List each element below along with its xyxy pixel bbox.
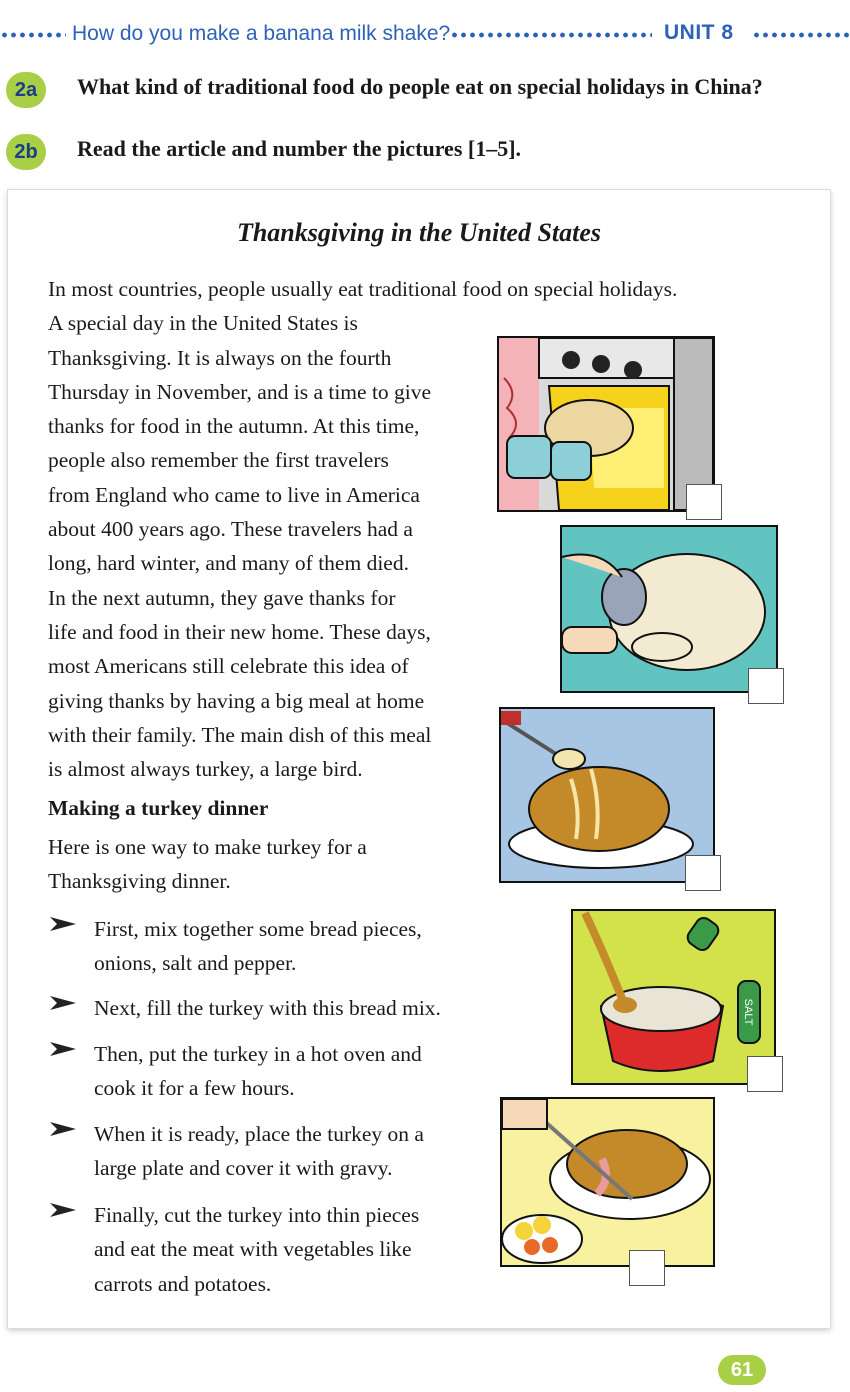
page-number: 61 bbox=[718, 1355, 766, 1385]
step-text bbox=[94, 1198, 419, 1301]
step-text bbox=[94, 1117, 424, 1186]
header-dots-right bbox=[752, 32, 850, 38]
task-badge: 2b bbox=[6, 134, 46, 170]
answer-box-picture-3[interactable] bbox=[685, 855, 721, 891]
article-line: thanks for food in the autumn. At this time, bbox=[48, 414, 420, 439]
article-line: In the next autumn, they gave thanks for bbox=[48, 585, 396, 610]
article-line: people also remember the first travelers bbox=[48, 448, 389, 473]
task-instruction: What kind of traditional food do people eat on special holidays in China? bbox=[77, 74, 763, 99]
article-line: most Americans still celebrate this idea of bbox=[48, 654, 409, 679]
step-line: large plate and cover it with gravy. bbox=[94, 1156, 393, 1181]
lesson-title: How do you make a banana milk shake? bbox=[72, 22, 451, 45]
article-line: long, hard winter, and many of them died. bbox=[48, 551, 409, 576]
answer-box-picture-2[interactable] bbox=[748, 668, 784, 704]
article-line: from England who came to live in America bbox=[48, 482, 420, 507]
arrow-bullet-icon bbox=[48, 1119, 78, 1139]
step-text bbox=[94, 991, 441, 1025]
article-line: Thursday in November, and is a time to give bbox=[48, 379, 432, 404]
turkey-in-oven-illustration bbox=[497, 336, 715, 512]
article-line: is almost always turkey, a large bird. bbox=[48, 757, 363, 782]
answer-box-picture-1[interactable] bbox=[686, 484, 722, 520]
arrow-bullet-icon bbox=[48, 993, 78, 1013]
subheading: Making a turkey dinner bbox=[48, 796, 269, 820]
step-line: carrots and potatoes. bbox=[94, 1271, 272, 1296]
arrow-bullet-icon bbox=[48, 1200, 78, 1220]
arrow-bullet-icon bbox=[48, 914, 78, 934]
article-line: with their family. The main dish of this meal bbox=[48, 722, 432, 747]
answer-box-picture-4[interactable] bbox=[747, 1056, 783, 1092]
salt-label: SALT bbox=[742, 998, 754, 1026]
answer-box-picture-5[interactable] bbox=[629, 1250, 665, 1286]
task-instruction: Read the article and number the pictures [1–5]. bbox=[77, 136, 522, 161]
page-header bbox=[0, 18, 850, 54]
step-line: onions, salt and pepper. bbox=[94, 951, 297, 976]
article-line: giving thanks by having a big meal at home bbox=[48, 688, 425, 713]
mixing-bowl-illustration bbox=[571, 909, 776, 1085]
article-line: A special day in the United States is bbox=[48, 311, 358, 336]
article-line: about 400 years ago. These travelers had a bbox=[48, 517, 413, 542]
step-line: Finally, cut the turkey into thin pieces bbox=[94, 1203, 420, 1227]
article-line: life and food in their new home. These days, bbox=[48, 619, 431, 644]
intro-line: Here is one way to make turkey for a bbox=[48, 835, 367, 859]
step-line: cook it for a few hours. bbox=[94, 1076, 295, 1101]
header-dots-left bbox=[0, 32, 66, 38]
article-title: Thanksgiving in the United States bbox=[236, 218, 602, 247]
step-text bbox=[94, 1037, 422, 1106]
gravy-on-turkey-illustration bbox=[499, 707, 715, 883]
article-line: Thanksgiving. It is always on the fourth bbox=[48, 345, 392, 370]
step-line: Next, fill the turkey with this bread mix. bbox=[94, 996, 441, 1020]
stuffing-turkey-illustration bbox=[560, 525, 778, 693]
step-text bbox=[94, 912, 422, 981]
step-line: Then, put the turkey in a hot oven and bbox=[94, 1042, 422, 1066]
step-line: When it is ready, place the turkey on a bbox=[94, 1122, 424, 1146]
step-line: and eat the meat with vegetables like bbox=[94, 1237, 412, 1262]
step-line: First, mix together some bread pieces, bbox=[94, 917, 422, 941]
task-badge: 2a bbox=[6, 72, 46, 108]
intro-text bbox=[48, 830, 367, 899]
unit-label: UNIT 8 bbox=[664, 21, 734, 44]
header-dots-middle bbox=[450, 32, 652, 38]
arrow-bullet-icon bbox=[48, 1039, 78, 1059]
article-line: In most countries, people usually eat traditional food on special holidays. bbox=[48, 277, 678, 301]
intro-line: Thanksgiving dinner. bbox=[48, 869, 231, 894]
carving-turkey-illustration bbox=[500, 1097, 715, 1267]
